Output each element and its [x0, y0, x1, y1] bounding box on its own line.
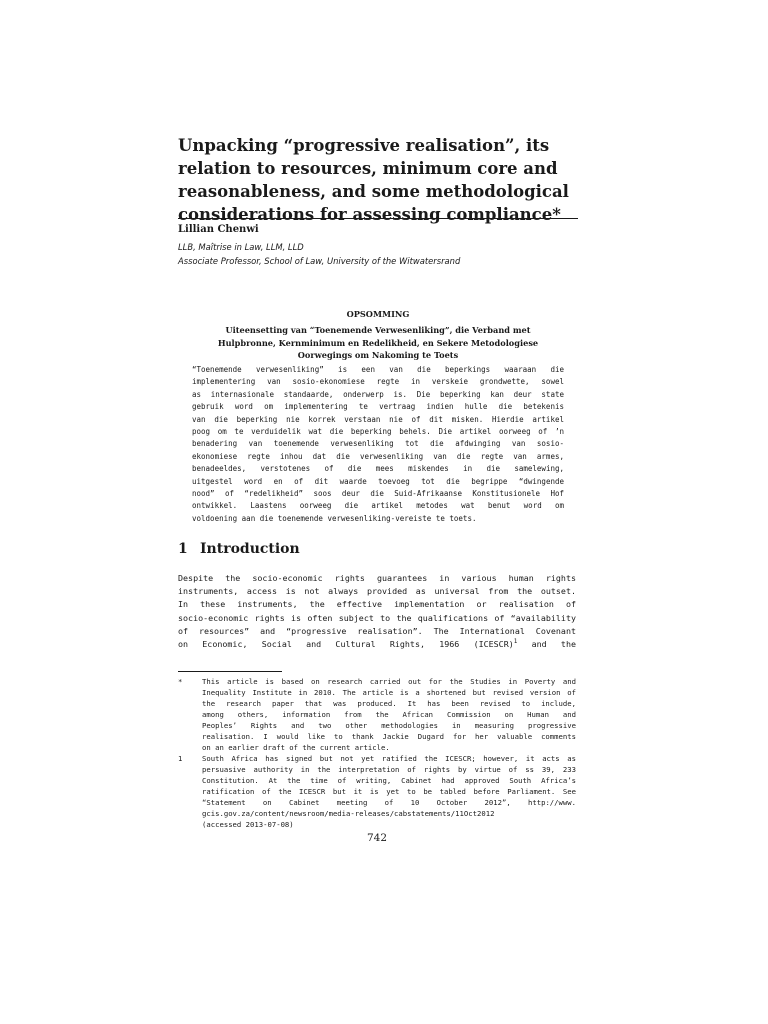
- page-number: 742: [366, 832, 388, 844]
- body-line: socio-economic rights is often subject to the qualifications of “availability: [178, 612, 576, 623]
- body-text-segment: and the: [517, 639, 577, 650]
- footnote-line: on an earlier draft of the current article.: [202, 743, 390, 752]
- author-position: Associate Professor, School of Law, University of the Witwatersrand: [178, 256, 461, 266]
- footnotes: [178, 676, 576, 830]
- article-title: [178, 134, 588, 226]
- footnote-line: Peoples’ Rights and two other methodologies in measuring progressive: [202, 721, 576, 730]
- footnote-line: Constitution. At the time of writing, Cabinet had approved South Africa’s: [202, 776, 576, 785]
- footnote-line: (accessed 2013-07-08): [202, 820, 294, 829]
- section-number: 1: [178, 541, 188, 557]
- footnote-divider: [178, 671, 282, 672]
- opsomming-abstract: [192, 364, 564, 525]
- footnote-line: “Statement on Cabinet meeting of 10 October 2012”, http://www.: [202, 798, 576, 807]
- title-divider: [178, 218, 578, 219]
- opsomming-heading: OPSOMMING: [346, 309, 410, 319]
- title-line: reasonableness, and some methodological: [178, 182, 569, 201]
- abstract-line: gebruik word om implementering te vertraag indien hulle die betekenis: [192, 402, 564, 412]
- footnote-line: persuasive authority in the interpretation of rights by virtue of ss 39, 233: [202, 765, 576, 774]
- abstract-line: ontwikkel. Laastens oorweeg die artikel metodes wat benut word om: [192, 501, 564, 511]
- abstract-line: benadeeldes, verstotenes of die mees miskendes in die samelewing,: [192, 464, 564, 474]
- section-heading: [178, 541, 300, 557]
- section-title: Introduction: [200, 541, 300, 557]
- footnote-line: among others, information from the African Commission on Human and: [202, 710, 576, 719]
- title-line: considerations for assessing compliance*: [178, 205, 561, 224]
- introduction-paragraph: [178, 572, 576, 651]
- body-line: of resources” and “progressive realisation”. The International Covenant: [178, 625, 576, 636]
- body-line-with-footnote: [178, 638, 576, 651]
- subtitle-line: Oorwegings om Nakoming te Toets: [297, 350, 459, 360]
- abstract-line: van die beperking nie korrek verstaan nie of dit misken. Hierdie artikel: [192, 414, 564, 424]
- abstract-line: nood” of “redelikheid” soos deur die Suid-Afrikaanse Konstitusionele Hof: [192, 489, 564, 499]
- author-degrees: LLB, Maîtrise in Law, LLM, LLD: [178, 242, 304, 252]
- footnote-reference[interactable]: 1: [513, 638, 518, 646]
- opsomming-subtitle: [178, 324, 578, 362]
- footnote-line: the research paper that was produced. It has been revised to include,: [202, 699, 576, 708]
- abstract-line: ekonomiese regte inhou dat die verwesenliking van die regte van armes,: [192, 451, 564, 461]
- title-line: relation to resources, minimum core and: [178, 159, 558, 178]
- footnote: [178, 753, 576, 830]
- body-line: instruments, access is not always provided as universal from the outset.: [178, 586, 576, 597]
- body-line: In these instruments, the effective implementation or realisation of: [178, 599, 576, 610]
- footnote-line: ratification of the ICESCR but it is yet to be tabled before Parliament. See: [202, 787, 576, 796]
- subtitle-line: Uiteensetting van “Toenemende Verwesenliking”, die Verband met: [225, 325, 531, 335]
- abstract-line: as internasionale standaarde, onderwerp is. Die beperking kan deur state: [192, 389, 564, 399]
- footnote-line: Inequality Institute in 2010. The article is a shortened but revised version of: [202, 688, 576, 697]
- footnote-line: This article is based on research carried out for the Studies in Poverty and: [202, 677, 576, 686]
- footnote-mark: 1: [178, 754, 183, 763]
- abstract-line: benadering van toenemende verwesenliking tot die afdwinging van sosio-: [192, 439, 564, 449]
- footnote-mark: *: [178, 677, 183, 686]
- abstract-line: uitgestel word en of dit waarde toevoeg tot die begrippe “dwingende: [192, 476, 564, 486]
- abstract-line: poog om te verduidelik wat die beperking behels. Die artikel oorweeg of ’n: [192, 427, 564, 437]
- author-name: Lillian Chenwi: [178, 224, 259, 235]
- footnote: [178, 676, 576, 753]
- body-line: Despite the socio-economic rights guarantees in various human rights: [178, 573, 576, 583]
- footnote-line: South Africa has signed but not yet ratified the ICESCR; however, it acts as: [202, 754, 576, 763]
- abstract-line: implementering van sosio-ekonomiese regte in verskeie grondwette, sowel: [192, 377, 564, 387]
- body-text-segment: on Economic, Social and Cultural Rights, 1966 (ICESCR): [178, 639, 514, 650]
- abstract-line: “Toenemende verwesenliking” is een van die beperkings waaraan die: [192, 365, 564, 374]
- footnote-line: realisation. I would like to thank Jackie Dugard for her valuable comments: [202, 732, 576, 741]
- title-line: Unpacking “progressive realisation”, its: [178, 136, 550, 155]
- footnote-url-line[interactable]: gcis.gov.za/content/newsroom/media-releases/cabstatements/11Oct2012: [202, 809, 495, 818]
- subtitle-line: Hulpbronne, Kernminimum en Redelikheid, en Sekere Metodologiese: [217, 337, 539, 348]
- abstract-line: voldoening aan die toenemende verwesenliking-vereiste te toets.: [192, 513, 477, 523]
